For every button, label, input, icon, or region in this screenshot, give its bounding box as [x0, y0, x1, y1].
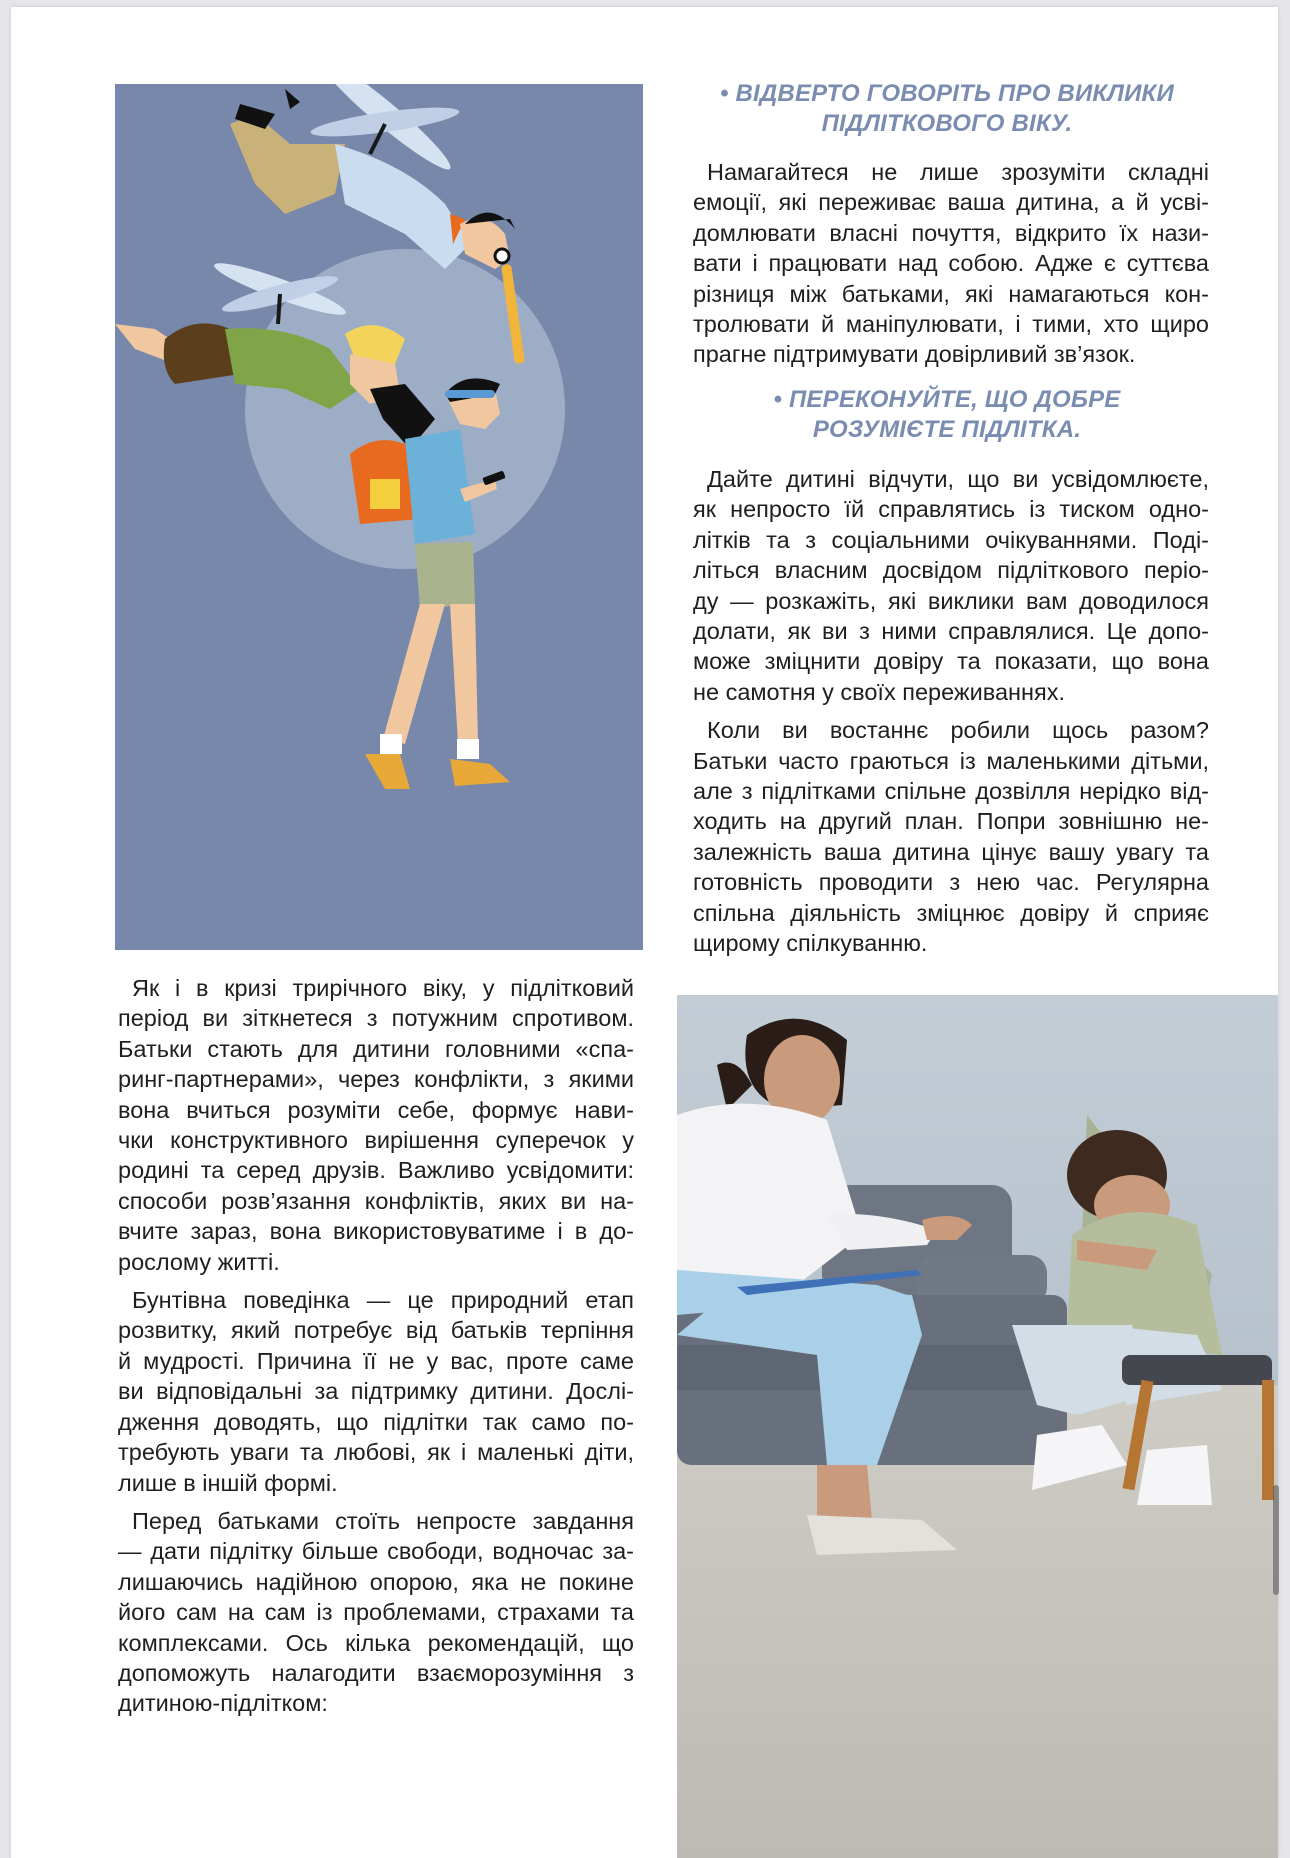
- text-line: емоції, які переживає ваша дитина, а й усві-: [693, 189, 1209, 216]
- text-line: щирому спілкуванню.: [693, 930, 928, 957]
- paragraph: [677, 715, 1209, 958]
- heading-line: ПІДЛІТКОВОГО ВІКУ.: [821, 110, 1073, 137]
- text-line: ду — розкажіть, які виклики вам доводилося: [693, 587, 1209, 614]
- text-line: Батьки стають для дитини головними «спа-: [118, 1035, 634, 1062]
- text-line: — дати підлітку більше свободи, водночас за-: [118, 1538, 634, 1565]
- text-line: період ви зіткнетеся з потужним спротивом.: [118, 1005, 634, 1032]
- section-heading-open-talk: [677, 79, 1217, 139]
- text-line: ходить на другий план. Попри зовнішню не-: [693, 808, 1209, 835]
- text-line: прагне підтримувати довірливий зв’язок.: [693, 341, 1136, 368]
- section-understand-teen-text: [677, 464, 1209, 959]
- text-line: способи розв’язання конфліктів, яких ви на-: [118, 1187, 634, 1214]
- text-line: літься власним досвідом підліткового періо-: [693, 557, 1209, 584]
- heading-line: РОЗУМІЄТЕ ПІДЛІТКА.: [812, 416, 1082, 443]
- text-line: ринг-партнерами», через конфлікти, з якими: [118, 1066, 634, 1093]
- paragraph: [677, 157, 1209, 370]
- text-line: лишаючись надійною опорою, яка не покине: [118, 1568, 634, 1595]
- text-line: його сам на сам із проблемами, страхами та: [118, 1599, 634, 1626]
- text-line: Дайте дитині відчути, що ви усвідомлюєте,: [707, 466, 1209, 492]
- photo-graphic: [677, 995, 1278, 1858]
- text-line: чки конструктивного вирішення суперечок у: [118, 1127, 634, 1154]
- paragraph: [102, 973, 634, 1277]
- text-line: домлювати власні почуття, відкрито їх нази-: [693, 219, 1209, 246]
- text-line: тролювати й маніпулювати, і тими, хто щиро: [693, 311, 1209, 338]
- section-heading-understand-teen: [677, 385, 1217, 445]
- text-line: може зміцнити довіру та показати, що вона: [693, 648, 1209, 675]
- paragraph: [102, 1506, 634, 1719]
- text-line: вчите зараз, вона використовуватиме і в до-: [118, 1218, 634, 1245]
- text-line: Коли ви востаннє робили щось разом?: [707, 717, 1209, 744]
- paragraph: [102, 1285, 634, 1498]
- text-line: але з підлітками спільне дозвілля нерідко від-: [693, 778, 1209, 805]
- text-line: Батьки часто граються із маленькими дітьми,: [693, 747, 1209, 774]
- section-open-talk-text: [677, 157, 1209, 370]
- psychologist-session-photo: [677, 995, 1278, 1858]
- text-line: як непросто їй справлятись із тиском одно-: [693, 496, 1209, 523]
- text-line: комплексами. Ось кілька рекомендацій, що: [118, 1629, 634, 1656]
- text-line: рослому житті.: [118, 1248, 280, 1275]
- text-line: лише в іншій формі.: [118, 1469, 338, 1496]
- paragraph: [677, 464, 1209, 707]
- text-line: родині та серед друзів. Важливо усвідомити:: [118, 1157, 634, 1184]
- text-line: требують уваги та любові, як і маленькі діти,: [118, 1439, 634, 1466]
- text-line: дження доводять, що підлітки так само по-: [118, 1408, 634, 1435]
- text-line: спільна діяльність зміцнює довіру й сприяє: [693, 899, 1209, 926]
- text-line: допоможуть налагодити взаєморозуміння з: [118, 1659, 634, 1686]
- helicopter-parents-illustration: [115, 84, 643, 950]
- text-line: вона вчиться розуміти себе, формує нави-: [118, 1096, 634, 1123]
- text-line: Бунтівна поведінка — це природний етап: [132, 1287, 634, 1314]
- text-line: залежність ваша дитина цінує вашу увагу та: [693, 838, 1209, 865]
- text-line: ви відповідальні за підтримку дитини. Дослі-: [118, 1378, 634, 1405]
- document-page: [11, 7, 1278, 1858]
- text-line: долати, як ви з ними справлялися. Це допо-: [693, 618, 1209, 645]
- left-column-text: [102, 973, 634, 1719]
- heading-line: • ВІДВЕРТО ГОВОРІТЬ ПРО ВИКЛИКИ: [720, 80, 1174, 107]
- text-line: розвитку, який потребує від батьків терпіння: [118, 1317, 634, 1344]
- text-line: не самотня у своїх переживаннях.: [693, 678, 1065, 705]
- text-line: літків та з соціальними очікуваннями. Поді-: [693, 526, 1209, 553]
- vertical-scrollbar[interactable]: [1273, 1485, 1279, 1595]
- text-line: вати і працювати над собою. Адже є суттєва: [693, 250, 1209, 277]
- text-line: готовність проводити з нею час. Регулярна: [693, 869, 1209, 896]
- heading-line: • ПЕРЕКОНУЙТЕ, ЩО ДОБРЕ: [773, 386, 1121, 413]
- text-line: різниця між батьками, які намагаються кон-: [693, 280, 1209, 307]
- illustration-graphic: [115, 84, 643, 950]
- text-line: дитиною-підлітком:: [118, 1690, 328, 1717]
- text-line: Перед батьками стоїть непросте завдання: [132, 1507, 634, 1534]
- text-line: й мудрості. Причина її не у вас, проте саме: [118, 1347, 634, 1374]
- text-line: Намагайтеся не лише зрозуміти складні: [707, 159, 1209, 185]
- text-line: Як і в кризі трирічного віку, у підлітковий: [132, 975, 634, 1001]
